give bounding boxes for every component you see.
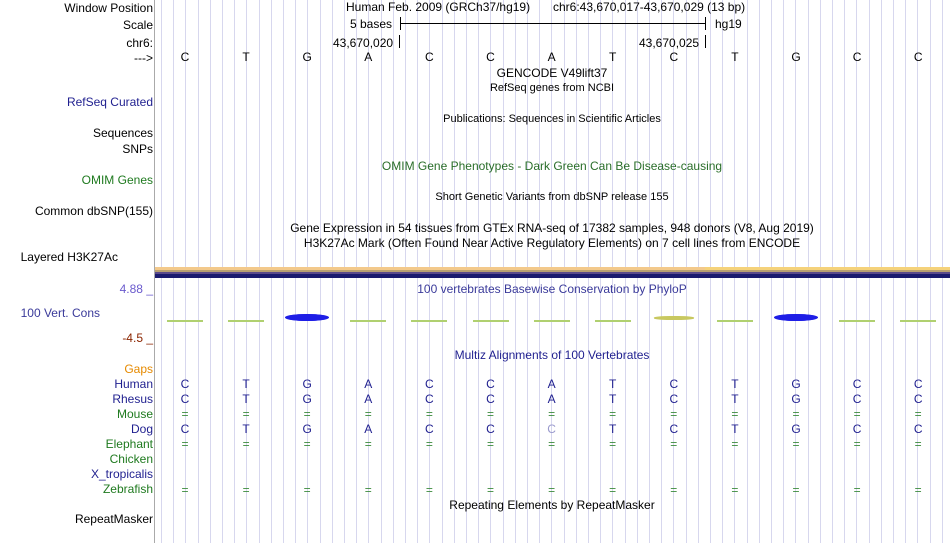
- gencode-track-title[interactable]: GENCODE V49lift37: [496, 66, 608, 80]
- omim-genes-label[interactable]: OMIM Genes: [81, 173, 153, 187]
- ruler-tick-right: [705, 35, 706, 48]
- omim-track-title[interactable]: OMIM Gene Phenotypes - Dark Green Can Be Disease-causing: [381, 159, 723, 173]
- base-letter: C: [486, 50, 495, 64]
- scale-text: 5 bases: [350, 17, 393, 31]
- strand-arrow-label[interactable]: --->: [134, 51, 153, 65]
- assembly-title: Human Feb. 2009 (GRCh37/hg19): [346, 0, 531, 14]
- alignment-base-human: G: [791, 377, 801, 391]
- alignment-base-mouse: =: [425, 407, 433, 421]
- alignment-base-dog: G: [302, 422, 312, 436]
- alignment-base-mouse: =: [242, 407, 250, 421]
- chrom-label: chr6:: [126, 36, 153, 50]
- alignment-base-rhesus: C: [425, 392, 434, 406]
- alignment-base-mouse: =: [914, 407, 922, 421]
- alignment-base-zebrafish: =: [609, 483, 617, 497]
- phylop-score-mark: [839, 320, 875, 322]
- alignment-base-zebrafish: =: [425, 483, 433, 497]
- species-rhesus-label[interactable]: Rhesus: [112, 392, 153, 406]
- gaps-label[interactable]: Gaps: [124, 362, 153, 376]
- alignment-base-rhesus: C: [486, 392, 495, 406]
- alignment-base-dog: C: [486, 422, 495, 436]
- alignment-base-mouse: =: [670, 407, 678, 421]
- alignment-base-elephant: =: [731, 437, 739, 451]
- refseq-curated-label[interactable]: RefSeq Curated: [66, 95, 153, 109]
- phylop-score-mark: [900, 320, 936, 322]
- base-letter: A: [364, 50, 373, 64]
- alignment-base-mouse: =: [609, 407, 617, 421]
- alignment-base-elephant: =: [670, 437, 678, 451]
- alignment-base-zebrafish: =: [914, 483, 922, 497]
- alignment-base-mouse: =: [181, 407, 189, 421]
- alignment-base-zebrafish: =: [364, 483, 372, 497]
- scale-bar-left-tick: [400, 17, 401, 30]
- alignment-base-human: T: [731, 377, 739, 391]
- phylop-track-title[interactable]: 100 vertebrates Basewise Conservation by PhyloP: [417, 282, 687, 296]
- base-letter: C: [425, 50, 434, 64]
- window-position-label: Window Position: [64, 1, 153, 15]
- publications-track-title[interactable]: Publications: Sequences in Scientific Articles: [443, 113, 661, 125]
- phylop-score-mark: [654, 316, 694, 320]
- alignment-base-dog: C: [669, 422, 679, 436]
- alignment-base-elephant: =: [425, 437, 433, 451]
- sequences-label[interactable]: Sequences: [92, 126, 153, 140]
- base-letter: C: [852, 50, 862, 64]
- h3k27ac-signal-bars[interactable]: [155, 267, 950, 281]
- phylop-score-mark: [534, 320, 570, 322]
- alignment-base-dog: T: [242, 422, 250, 436]
- phylop-score-mark: [350, 320, 386, 322]
- alignment-base-elephant: =: [181, 437, 189, 451]
- species-mouse-label[interactable]: Mouse: [116, 407, 153, 421]
- alignment-base-human: C: [852, 377, 862, 391]
- multiz-track-title[interactable]: Multiz Alignments of 100 Vertebrates: [454, 348, 650, 362]
- alignment-base-zebrafish: =: [548, 483, 556, 497]
- conservation-min-label: -4.5 _: [122, 331, 153, 345]
- alignment-base-elephant: =: [853, 437, 861, 451]
- alignment-base-elephant: =: [486, 437, 494, 451]
- base-letter: G: [791, 50, 801, 64]
- alignment-base-elephant: =: [303, 437, 311, 451]
- alignment-base-mouse: =: [792, 407, 800, 421]
- repeatmasker-track-title[interactable]: Repeating Elements by RepeatMasker: [449, 498, 655, 512]
- alignment-base-rhesus: T: [242, 392, 250, 406]
- alignment-base-elephant: =: [792, 437, 800, 451]
- alignment-base-mouse: =: [486, 407, 494, 421]
- alignment-base-human: C: [669, 377, 679, 391]
- phylop-score-mark: [167, 320, 203, 322]
- alignment-base-elephant: =: [364, 437, 372, 451]
- ruler-tick-left: [399, 35, 400, 48]
- alignment-base-rhesus: T: [609, 392, 617, 406]
- alignment-base-human: C: [425, 377, 434, 391]
- alignment-base-human: G: [302, 377, 312, 391]
- position-range: chr6:43,670,017-43,670,029 (13 bp): [553, 0, 746, 14]
- base-letter: A: [547, 50, 556, 64]
- alignment-base-dog: C: [180, 422, 190, 436]
- refseq-track-title[interactable]: RefSeq genes from NCBI: [489, 82, 615, 94]
- phylop-score-mark: [774, 314, 818, 321]
- base-letter: C: [669, 50, 679, 64]
- species-human-label[interactable]: Human: [114, 377, 153, 391]
- phylop-score-mark: [595, 320, 631, 322]
- base-letter: C: [180, 50, 190, 64]
- conservation-max-label: 4.88 _: [119, 282, 153, 296]
- alignment-base-zebrafish: =: [181, 483, 189, 497]
- base-letter: C: [913, 50, 923, 64]
- alignment-base-rhesus: A: [547, 392, 556, 406]
- scale-bar: [400, 23, 706, 24]
- base-letter: T: [731, 50, 739, 64]
- alignment-base-dog: C: [913, 422, 923, 436]
- species-elephant-label[interactable]: Elephant: [105, 437, 153, 451]
- alignment-base-human: C: [486, 377, 495, 391]
- species-zebrafish-label[interactable]: Zebrafish: [102, 482, 153, 496]
- alignment-base-rhesus: A: [364, 392, 373, 406]
- alignment-base-dog: T: [731, 422, 739, 436]
- alignment-base-dog: T: [609, 422, 617, 436]
- gtex-track-title[interactable]: Gene Expression in 54 tissues from GTEx RNA-seq of 17382 samples, 948 donors (V8, Aug 2019): [290, 221, 814, 235]
- alignment-base-rhesus: G: [791, 392, 801, 406]
- alignment-base-rhesus: T: [731, 392, 739, 406]
- alignment-base-zebrafish: =: [853, 483, 861, 497]
- phylop-score-mark: [473, 320, 509, 322]
- phylop-score-mark: [285, 314, 329, 321]
- species-dog-label[interactable]: Dog: [130, 422, 153, 436]
- alignment-base-mouse: =: [731, 407, 739, 421]
- alignment-base-mouse: =: [364, 407, 372, 421]
- alignment-base-elephant: =: [548, 437, 556, 451]
- base-letter: T: [609, 50, 617, 64]
- alignment-base-human: C: [180, 377, 190, 391]
- db-name: hg19: [715, 17, 742, 31]
- scale-label: Scale: [122, 18, 153, 32]
- alignment-base-elephant: =: [242, 437, 250, 451]
- alignment-base-dog: C: [852, 422, 862, 436]
- alignment-base-human: A: [364, 377, 373, 391]
- phylop-score-mark: [717, 320, 753, 322]
- ruler-coord-right: 43,670,025: [639, 36, 700, 50]
- alignment-base-human: T: [242, 377, 250, 391]
- alignment-base-dog: G: [791, 422, 801, 436]
- alignment-base-zebrafish: =: [792, 483, 800, 497]
- alignment-base-zebrafish: =: [242, 483, 250, 497]
- species-x-tropicalis-label[interactable]: X_tropicalis: [90, 467, 153, 481]
- phylop-score-mark: [228, 320, 264, 322]
- layered-h3k27ac-label[interactable]: Layered H3K27Ac: [20, 250, 118, 264]
- alignment-base-zebrafish: =: [303, 483, 311, 497]
- phylop-score-mark: [411, 320, 447, 322]
- h3k27ac-track-title[interactable]: H3K27Ac Mark (Often Found Near Active Regulatory Elements) on 7 cell lines from ENCODE: [303, 236, 801, 250]
- alignment-base-dog: C: [547, 422, 556, 436]
- dbsnp-track-title[interactable]: Short Genetic Variants from dbSNP release 155: [435, 191, 669, 203]
- alignment-base-rhesus: G: [302, 392, 312, 406]
- alignment-base-zebrafish: =: [670, 483, 678, 497]
- alignment-base-rhesus: C: [180, 392, 190, 406]
- alignment-base-rhesus: C: [669, 392, 679, 406]
- vert-cons-label[interactable]: 100 Vert. Cons: [20, 306, 100, 320]
- species-chicken-label[interactable]: Chicken: [109, 452, 153, 466]
- track-label-column: [0, 0, 155, 543]
- alignment-base-rhesus: C: [852, 392, 862, 406]
- alignment-base-human: A: [547, 377, 556, 391]
- alignment-base-dog: C: [425, 422, 434, 436]
- alignment-base-elephant: =: [914, 437, 922, 451]
- alignment-base-mouse: =: [303, 407, 311, 421]
- base-letter: G: [302, 50, 312, 64]
- alignment-base-rhesus: C: [913, 392, 923, 406]
- alignment-base-human: T: [609, 377, 617, 391]
- alignment-base-mouse: =: [548, 407, 556, 421]
- snps-label[interactable]: SNPs: [122, 142, 153, 156]
- alignment-base-mouse: =: [853, 407, 861, 421]
- alignment-base-zebrafish: =: [486, 483, 494, 497]
- alignment-base-human: C: [913, 377, 923, 391]
- ruler-coord-left: 43,670,020: [333, 36, 394, 50]
- browser-track-image[interactable]: [155, 0, 950, 543]
- scale-bar-right-tick: [705, 17, 706, 30]
- phylop-conservation-plot[interactable]: [155, 300, 950, 336]
- alignment-base-elephant: =: [609, 437, 617, 451]
- base-letter: T: [242, 50, 250, 64]
- alignment-base-zebrafish: =: [731, 483, 739, 497]
- alignment-base-dog: A: [364, 422, 373, 436]
- common-dbsnp-label[interactable]: Common dbSNP(155): [34, 204, 153, 218]
- repeatmasker-label[interactable]: RepeatMasker: [74, 512, 153, 526]
